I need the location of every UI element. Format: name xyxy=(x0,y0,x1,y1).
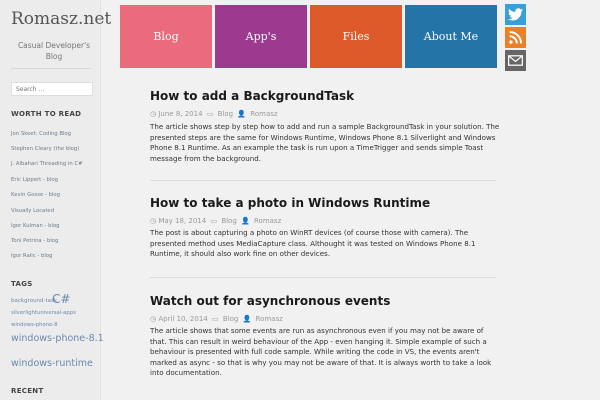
sidebar-link[interactable]: Eric Lippert - blog xyxy=(11,177,58,183)
folder-icon: ▭ xyxy=(210,217,218,225)
post-excerpt: The post is about capturing a photo on WinRT devices (of course those with camera). The presented method uses MediaCapture class. Althought it was tested on Windows Phone 8.1 Runtime, it should also work fine on other devices. xyxy=(150,228,476,258)
post-title[interactable]: How to add a BackgroundTask xyxy=(150,89,355,103)
post-category[interactable]: Blog xyxy=(217,110,234,118)
post-divider xyxy=(150,277,496,278)
user-icon: 👤 xyxy=(237,110,247,118)
nav-tile-about[interactable]: About Me xyxy=(405,5,497,68)
post-date[interactable]: June 8, 2014 xyxy=(158,110,203,118)
post-excerpt: The article shows that some events are run as asynchronous even if you may not be aware of that. This can result in weird behaviour of the App - even hanging it. Simple example of such a behaviour is presented with full code sample. While writing the code in VS, the events aren't marked as async - so that is why you may not be aware of that. It is always worth to take a look into documentation. xyxy=(150,326,492,377)
recent-heading: RECENT xyxy=(11,387,44,395)
post-date[interactable]: April 10, 2014 xyxy=(158,315,208,323)
tags-heading: TAGS xyxy=(11,280,33,288)
folder-icon: ▭ xyxy=(206,110,214,118)
user-icon: 👤 xyxy=(241,217,250,225)
sidebar-link[interactable]: Stephen Cleary (the blog) xyxy=(11,146,80,152)
user-icon: 👤 xyxy=(242,315,252,323)
post-author[interactable]: Romasz xyxy=(250,110,278,118)
post-author[interactable]: Romasz xyxy=(255,315,283,323)
sidebar-link[interactable]: Toni Petrina - blog xyxy=(11,238,59,244)
sidebar-link[interactable]: Igor Ralic - blog xyxy=(11,253,53,259)
mail-icon[interactable] xyxy=(505,50,526,71)
tag-universal-apps[interactable]: universal-apps xyxy=(37,310,76,316)
sidebar-link[interactable]: Visually Located xyxy=(11,208,55,214)
post-category[interactable]: Blog xyxy=(221,217,237,225)
rss-icon[interactable] xyxy=(505,27,526,48)
post-excerpt: The article shows step by step how to add and run a sample BackgroundTask in your solution. The presented steps are the same for Windows Runtime, Windows Phone 8.1 Silverlight and Windows Phone 8.1 Runtime. As an example the task is run upon a TimeTrigger and sends simple Toast message from the background. xyxy=(150,122,500,163)
twitter-icon[interactable] xyxy=(505,4,526,25)
post-title[interactable]: How to take a photo in Windows Runtime xyxy=(150,196,431,210)
nav-tile-files[interactable]: Files xyxy=(310,5,402,68)
tag-csharp[interactable]: C# xyxy=(52,292,71,306)
site-title[interactable]: Romasz.net xyxy=(11,9,112,29)
clock-icon: ◷ xyxy=(150,110,157,118)
tag-silverlight[interactable]: silverlight xyxy=(11,310,38,316)
post-category[interactable]: Blog xyxy=(222,315,239,323)
search-input[interactable] xyxy=(11,82,93,96)
post-title[interactable]: Watch out for asynchronous events xyxy=(150,294,391,308)
folder-icon: ▭ xyxy=(211,315,219,323)
tag-windows-phone-81[interactable]: windows-phone-8.1 xyxy=(11,333,104,344)
sidebar xyxy=(0,0,112,400)
post-author[interactable]: Romasz xyxy=(253,217,282,225)
post-meta xyxy=(150,110,278,118)
sidebar-link[interactable]: Igor Kulman - blog xyxy=(11,223,60,229)
tag-background-task[interactable]: background-task xyxy=(11,298,58,304)
nav-tile-apps[interactable]: App's xyxy=(215,5,307,68)
tag-windows-runtime[interactable]: windows-runtime xyxy=(11,358,93,369)
clock-icon: ◷ xyxy=(150,217,157,225)
sidebar-link[interactable]: Jon Skeet: Coding Blog xyxy=(11,131,72,137)
post-meta xyxy=(150,315,283,323)
clock-icon: ◷ xyxy=(150,315,157,323)
nav-tile-blog[interactable]: Blog xyxy=(120,5,212,68)
tag-windows-phone-8[interactable]: windows-phone-8 xyxy=(11,322,58,328)
sidebar-link[interactable]: Kevin Gosse - blog xyxy=(11,192,60,198)
post-meta xyxy=(150,217,281,225)
post-divider xyxy=(150,180,496,181)
site-tagline: Casual Developer's Blog xyxy=(17,41,91,61)
post-date[interactable]: May 18, 2014 xyxy=(158,217,207,225)
sidebar-link[interactable]: J. Albahari Threading in C# xyxy=(11,161,83,167)
divider xyxy=(11,68,91,69)
worth-to-read-heading: WORTH TO READ xyxy=(11,110,82,118)
